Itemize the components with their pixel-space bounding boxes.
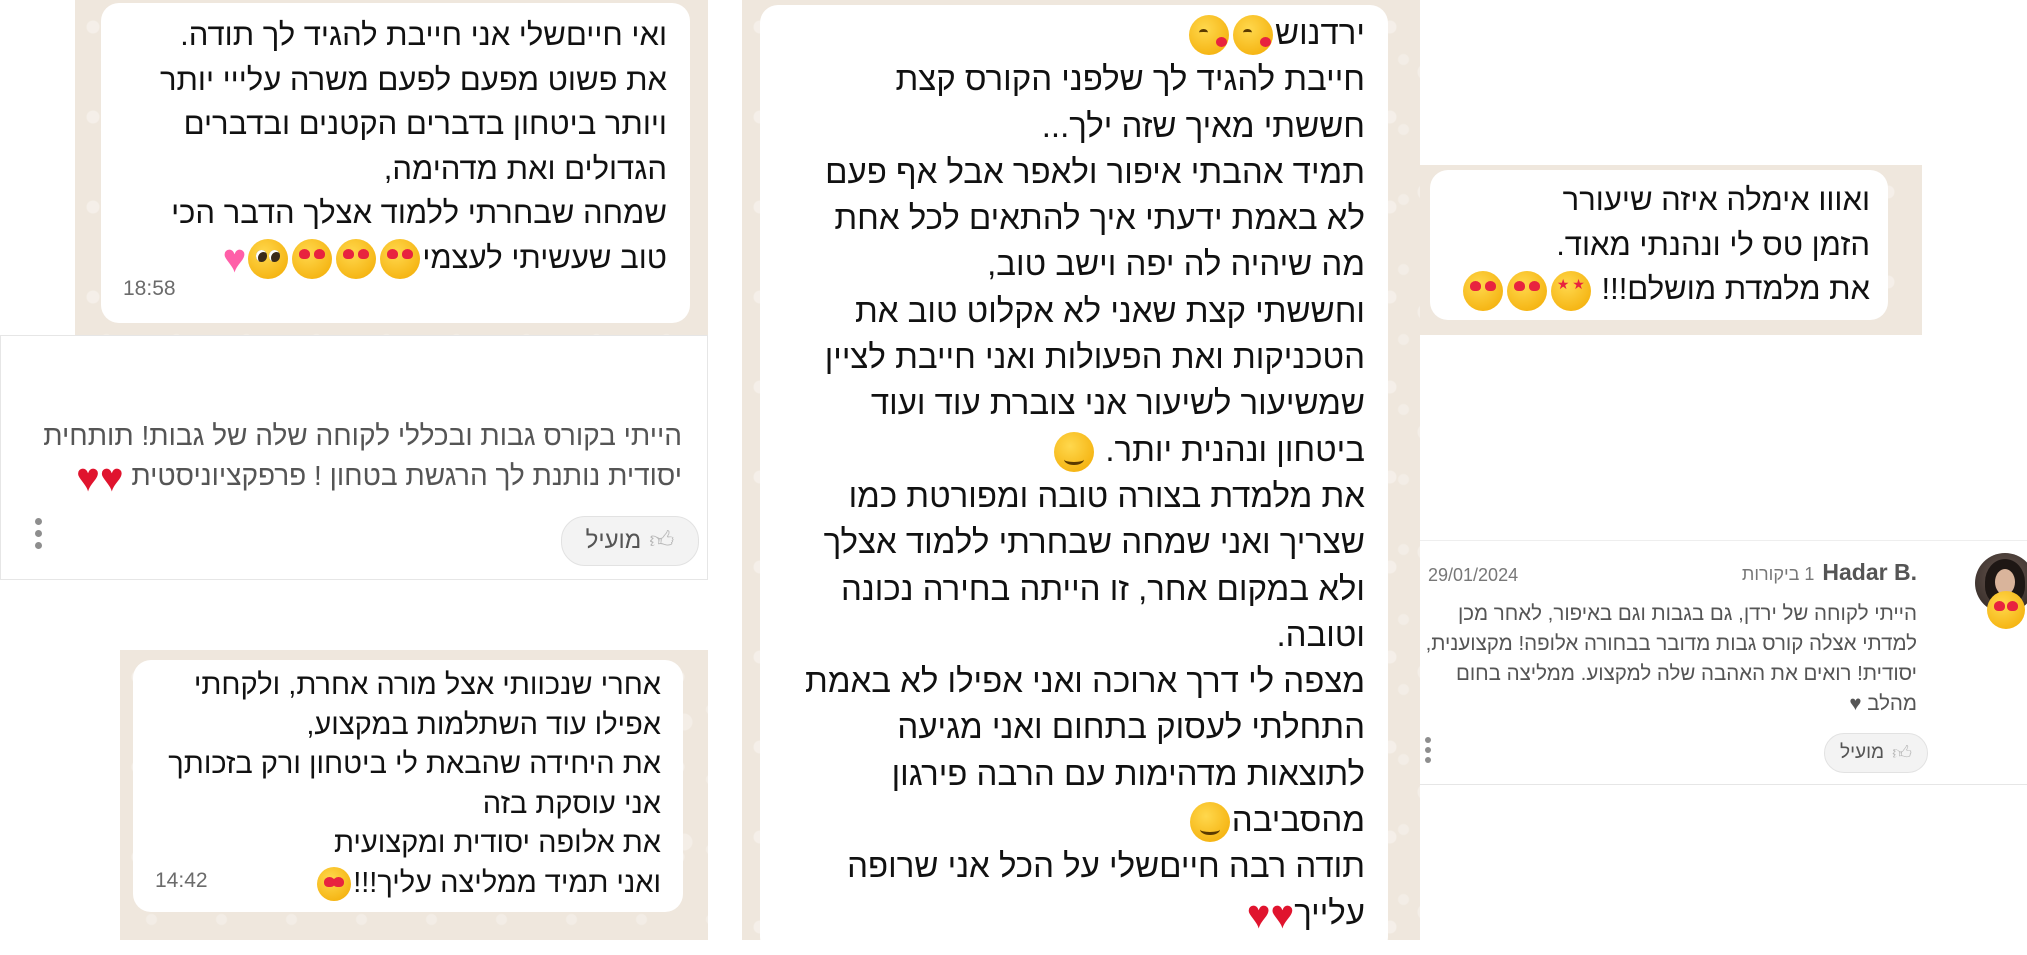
review-card-left	[0, 335, 708, 580]
message-time: 18:58	[123, 276, 176, 300]
smiling-face-emoji-icon	[1054, 432, 1094, 472]
message-line-with-emoji	[121, 236, 667, 281]
red-heart-emoji-icon: ♥	[1270, 892, 1295, 937]
helpful-label: מועיל	[585, 527, 642, 554]
message-line: עלייך	[1294, 893, 1365, 931]
review-text	[43, 416, 682, 498]
message-line: הגדולים ואת מדהימה,	[383, 150, 667, 186]
message-time: 14:42	[155, 868, 208, 892]
message-line: מצפה לי דרך ארוכה ואני אפילו לא באמת	[805, 662, 1365, 700]
heart-eyes-emoji-icon	[380, 239, 420, 279]
heart-eyes-emoji-icon	[1987, 591, 2025, 629]
message-line: ואווו אימלה איזה שיעורר	[1562, 182, 1870, 217]
review-card-right	[1420, 540, 2027, 785]
message-line: חששתי מאיך שזה ילך...	[1041, 106, 1365, 144]
chat-message-bubble-top-left	[101, 3, 690, 323]
review-text	[1426, 599, 1917, 719]
review-line: הייתי בקורס גבות ובכללי לקוחה שלה של גבות! תותחית	[43, 420, 682, 451]
message-line-with-emoji	[760, 10, 1365, 56]
message-line: וחששתי קצת שאני לא אקלוט טוב את	[854, 291, 1365, 329]
review-count: 1 ביקורות	[1741, 564, 1815, 584]
helpful-button[interactable]	[561, 516, 699, 566]
message-line: חייבת להגיד לך שלפני הקורס קצת	[895, 60, 1365, 98]
message-line-with-emoji	[760, 890, 1365, 936]
heart-eyes-emoji-icon	[317, 867, 351, 901]
message-line: וטובה.	[1276, 615, 1365, 653]
message-line-with-emoji	[760, 797, 1365, 843]
thumbs-up-icon: 👍︎	[649, 527, 675, 554]
message-line: ואי חייםשלי אני חייבת להגיד לך תודה.	[180, 17, 667, 52]
message-line: הזמן טס לי ונהנתי מאוד.	[1556, 226, 1870, 262]
avatar	[1975, 553, 2027, 613]
message-line: את מלמדת בצורה טובה ומפורטת כמו	[848, 476, 1365, 514]
message-line: לתוצאות מדהימות עם הרבה פירגון	[891, 754, 1365, 792]
star-struck-emoji-icon	[1551, 271, 1591, 311]
kissing-face-emoji-icon	[1233, 15, 1273, 55]
message-line: את מלמדת מושלם!!!	[1601, 271, 1870, 306]
message-line: ויותר ביטחון בדברים הקטנים ובדברים	[183, 106, 667, 141]
heart-eyes-emoji-icon	[1507, 271, 1547, 311]
red-heart-emoji-icon: ♥	[76, 455, 100, 500]
message-line: טוב שעשיתי לעצמי	[422, 239, 667, 275]
message-line: את פשוט מפעם לפעם משרה עלייי יותר	[159, 61, 667, 97]
message-line: לא באמת ידעתי איך להתאים לכל אחת	[834, 199, 1365, 237]
message-line: את אלופה יסודית ומקצועית	[333, 827, 661, 859]
heart-eyes-emoji-icon	[336, 239, 376, 279]
message-line: תודה רבה חייםשלי על הכל אני שרופה	[847, 847, 1365, 885]
chat-message-bubble-bottom-left	[133, 660, 683, 912]
review-date: 29/01/2024	[1428, 565, 1519, 585]
message-line: אני עוסקת בזה	[482, 787, 661, 820]
red-heart-emoji-icon: ♥	[99, 455, 124, 500]
more-options-icon[interactable]	[1425, 737, 1431, 763]
message-line: תמיד אהבתי איפור ולאפר אבל אף פעם	[825, 152, 1365, 190]
helpful-button[interactable]	[1824, 733, 1928, 773]
red-heart-emoji-icon: ♥	[1246, 892, 1271, 937]
message-line: ולא במקום אחר, זו הייתה בחירה נכונה	[841, 569, 1365, 607]
chat-message-bubble-center	[760, 5, 1388, 955]
message-line: ירדנוש	[1275, 14, 1365, 51]
heart-eyes-emoji-icon	[292, 239, 332, 279]
message-line: שצריך ואני שמחה שבחרתי ללמוד אצלך	[823, 523, 1365, 561]
message-line: את היחידה שהבאת לי ביטחון ורק בזכותך	[168, 748, 661, 780]
message-line: אחרי שנכוותי אצל מורה אחרת, ולקחתי	[193, 669, 661, 701]
message-line: מהסביבה	[1231, 801, 1365, 839]
message-line: אפילו עוד השתלמות במקצוע,	[306, 708, 661, 741]
review-line: יסודית נותנת לך הרגשת בטחון ! פרפקציוניסטית	[131, 460, 682, 491]
message-line-with-emoji	[760, 427, 1365, 473]
thumbs-up-icon: 👍︎	[1892, 742, 1912, 764]
message-line-with-emoji	[1430, 267, 1870, 312]
review-line: הייתי לקוחה של ירדן, גם בגבות וגם באיפור, לאחר מכן	[1457, 602, 1917, 625]
smiling-face-emoji-icon	[1190, 802, 1230, 842]
message-line: התחלתי לעסוק בתחום ואני מגיעה	[897, 708, 1365, 746]
review-line-with-emoji	[43, 456, 682, 498]
message-line: שמשיעור לשיעור אני צוברת עוד ועוד	[870, 384, 1365, 422]
review-line: למדתי אצלה קורס גבות מדובר בבחורה אלופה! מקצוענית,	[1425, 632, 1917, 655]
message-line-with-emoji	[153, 864, 661, 904]
more-options-icon[interactable]	[35, 518, 42, 549]
reviewer-header	[1742, 559, 1917, 586]
kissing-face-emoji-icon	[1189, 15, 1229, 55]
chat-message-bubble-right	[1430, 170, 1888, 320]
message-line: מה שיהיה לה יפה וישב טוב,	[987, 245, 1365, 283]
review-line: יסודית! רואים את האהבה שלה למקצוע. ממליצה בחום	[1455, 662, 1917, 685]
reviewer-name: Hadar B.	[1822, 559, 1917, 585]
message-line: שמחה שבחרתי ללמוד אצלך הדבר הכי	[171, 195, 667, 230]
helpful-label: מועיל	[1840, 742, 1885, 763]
heart-eyes-emoji-icon	[1463, 271, 1503, 311]
message-line: ביטחון ונהנית יותר.	[1105, 430, 1365, 468]
pink-heart-emoji-icon: ♥	[222, 237, 247, 282]
message-line: ואני תמיד ממליצה עליך!!!	[353, 866, 661, 899]
pleading-face-emoji-icon	[248, 239, 288, 279]
message-line: הטכניקות ואת הפעולות ואני חייבת לציין	[824, 338, 1365, 376]
review-line: מהלב ♥	[1849, 692, 1917, 715]
